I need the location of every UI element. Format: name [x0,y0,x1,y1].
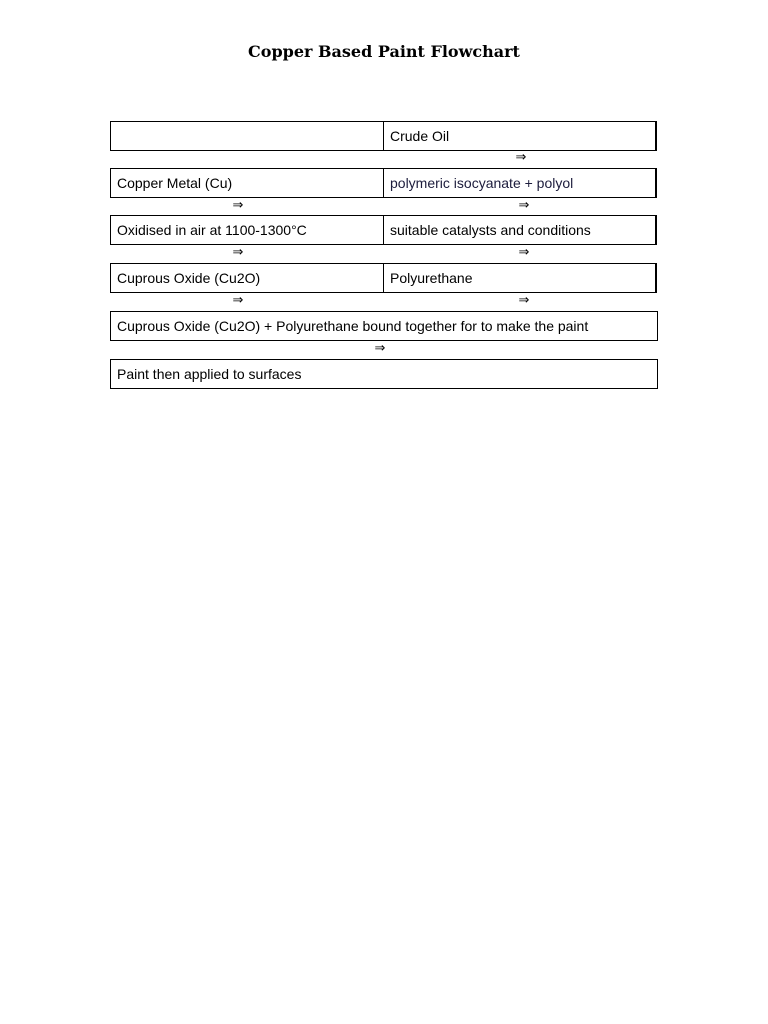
flow-cell-cuprous-oxide: Cuprous Oxide (Cu2O) [111,264,384,292]
flow-cell-catalysts: suitable catalysts and conditions [390,222,591,238]
flow-cell-copper-metal: Copper Metal (Cu) [111,169,384,197]
flow-row-combined: Cuprous Oxide (Cu2O) + Polyurethane bound together for to make the paint [110,311,658,341]
arrow-left-column-3-icon: ⇒ [232,293,244,308]
flow-row-cuprous-oxide [110,263,657,293]
arrow-center-icon: ⇒ [374,341,386,356]
flow-row-crude-oil [110,121,657,151]
flow-row-oxidised [110,215,657,245]
arrow-right-column-4-icon: ⇒ [518,293,530,308]
arrow-right-column-2-icon: ⇒ [518,198,530,213]
arrow-left-column-2-icon: ⇒ [232,245,244,260]
flow-cell-crude-oil: Crude Oil [390,128,450,144]
flow-row-copper-metal [110,168,657,198]
flow-cell-oxidised: Oxidised in air at 1100-1300°C [111,216,384,244]
flow-cell-polyurethane: Polyurethane [390,270,473,286]
page-title: Copper Based Paint Flowchart [248,42,520,61]
arrow-right-column-1-icon: ⇒ [515,150,527,165]
arrow-left-column-1-icon: ⇒ [232,198,244,213]
flow-cell-isocyanate-polyol: polymeric isocyanate + polyol [390,175,574,191]
flow-cell-empty [111,122,384,150]
arrow-right-column-3-icon: ⇒ [518,245,530,260]
flow-row-final: Paint then applied to surfaces [110,359,658,389]
